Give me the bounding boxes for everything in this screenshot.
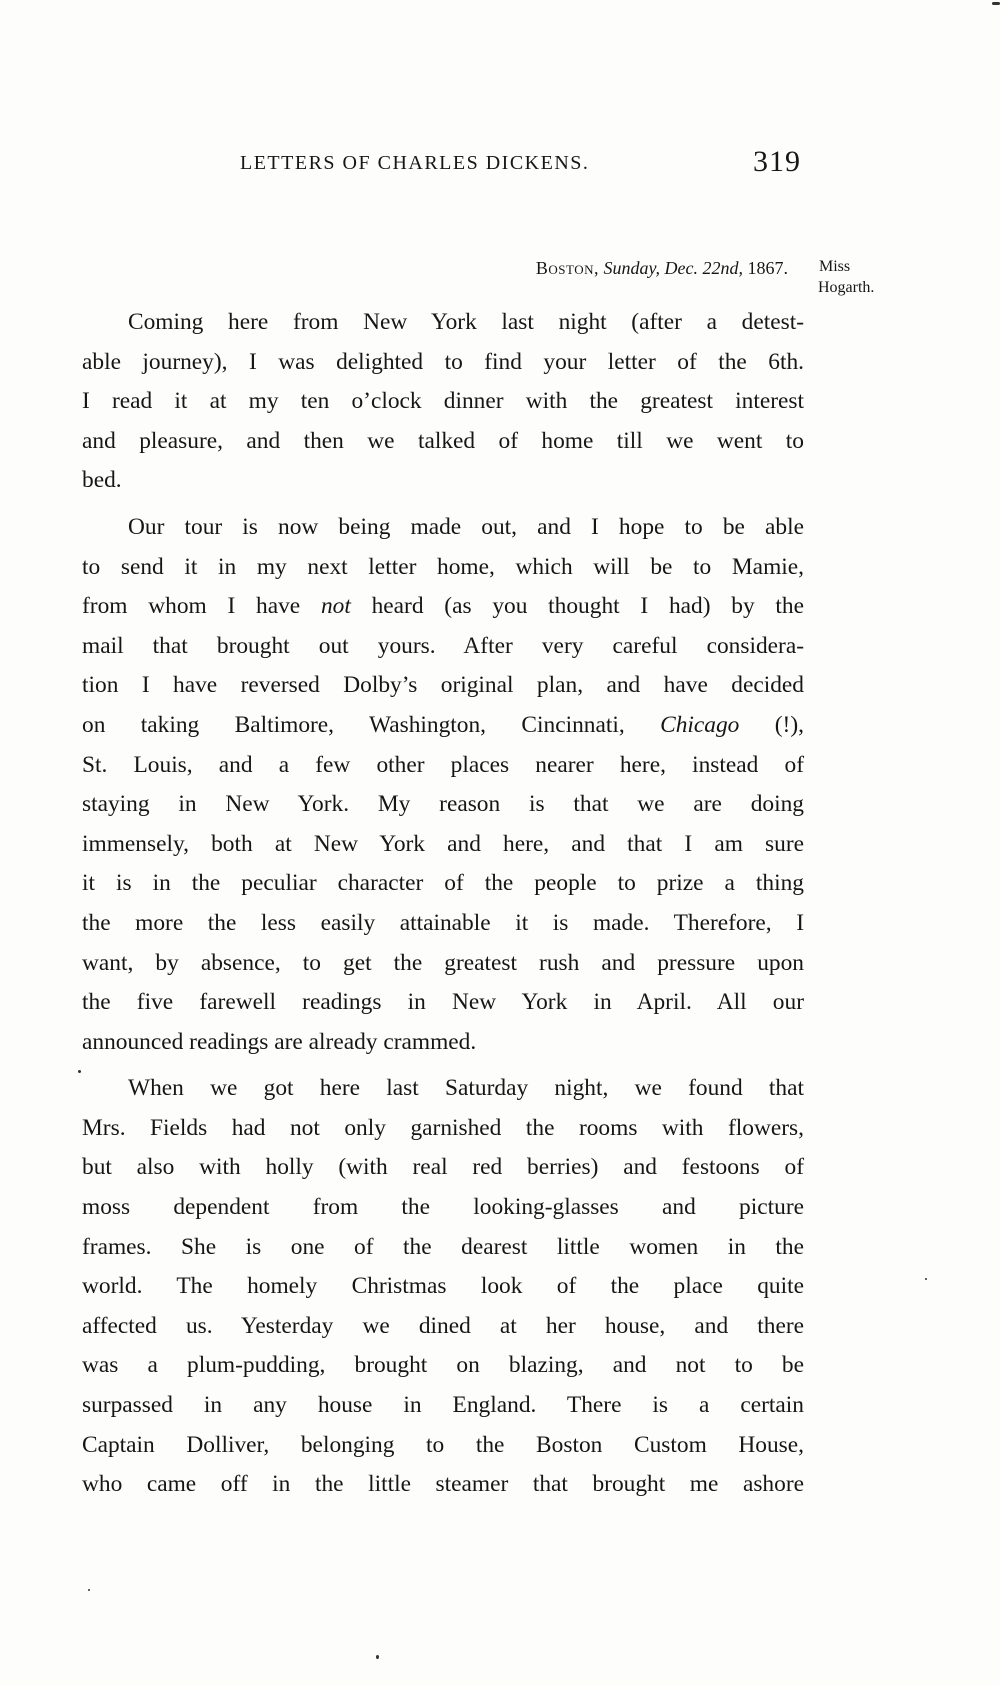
- text-line: staying in New York. My reason is that we are doing: [82, 791, 804, 818]
- text-line: to send it in my next letter home, which will be to Mamie,: [82, 553, 804, 580]
- letter-dateline: [536, 258, 788, 279]
- text-line: immensely, both at New York and here, and that I am sure: [82, 830, 804, 857]
- text-line: When we got here last Saturday night, we found that: [128, 1075, 804, 1102]
- scan-speck: [88, 1589, 90, 1591]
- letter-body: [82, 303, 804, 1505]
- text-line: Captain Dolliver, belonging to the Boston Custom House,: [82, 1431, 804, 1458]
- text-line: frames. She is one of the dearest little women in the: [82, 1233, 804, 1260]
- paragraph: [82, 303, 804, 501]
- dateline-year: 1867.: [747, 258, 788, 278]
- text-line: surpassed in any house in England. There is a certain: [82, 1392, 804, 1419]
- emphasis-chicago: Chicago: [660, 711, 740, 738]
- text-line: tion I have reversed Dolby’s original plan, and have decided: [82, 672, 804, 699]
- text-line: moss dependent from the looking-glasses and picture: [82, 1194, 804, 1221]
- scan-speck: [376, 1655, 379, 1659]
- paragraph: [82, 508, 804, 1062]
- scan-speck: [992, 2, 1000, 5]
- text-line: St. Louis, and a few other places nearer here, instead of: [82, 751, 804, 778]
- scan-speck: [78, 1070, 81, 1073]
- text-line: who came off in the little steamer that brought me ashore: [82, 1471, 804, 1498]
- text-line: want, by absence, to get the greatest rush and pressure upon: [82, 949, 804, 976]
- text-line: but also with holly (with real red berries) and festoons of: [82, 1154, 804, 1181]
- text-line: was a plum-pudding, brought on blazing, and not to be: [82, 1352, 804, 1379]
- text-line: Coming here from New York last night (after a detest-: [128, 309, 804, 335]
- recipient-note-line: Hogarth.: [818, 279, 875, 296]
- text-line: affected us. Yesterday we dined at her house, and there: [82, 1312, 804, 1339]
- text-line: I read it at my ten o’clock dinner with the greatest interest: [82, 388, 804, 415]
- text-line: mail that brought out yours. After very careful considera-: [82, 632, 804, 659]
- text-line: bed.: [82, 467, 122, 494]
- text-line: from whom I have not heard (as you thought I had) by the: [82, 593, 804, 620]
- text-line: the five farewell readings in New York in April. All our: [82, 989, 804, 1016]
- text-line: and pleasure, and then we talked of home till we went to: [82, 427, 804, 454]
- text-line: the more the less easily attainable it is made. Therefore, I: [82, 909, 804, 936]
- text-line: able journey), I was delighted to find your letter of the 6th.: [82, 348, 804, 375]
- text-line: world. The homely Christmas look of the place quite: [82, 1273, 804, 1300]
- text-line: it is in the peculiar character of the people to prize a thing: [82, 870, 804, 897]
- page-number: 319: [753, 145, 801, 178]
- text-line: announced readings are already crammed.: [82, 1028, 477, 1055]
- text-line: Mrs. Fields had not only garnished the rooms with flowers,: [82, 1114, 804, 1141]
- paragraph: [82, 1069, 804, 1505]
- recipient-note-line: Miss: [819, 258, 851, 275]
- running-title: LETTERS OF CHARLES DICKENS.: [240, 152, 590, 174]
- emphasis-not: not: [320, 593, 351, 620]
- dateline-place: Boston,: [535, 258, 600, 278]
- text-line: Our tour is now being made out, and I hope to be able: [128, 513, 804, 540]
- scan-speck: [925, 1278, 927, 1280]
- dateline-day: Sunday, Dec. 22nd,: [603, 258, 743, 278]
- recipient-marginal-note: [818, 256, 938, 298]
- text-line: on taking Baltimore, Washington, Cincinnati, Chicago (!),: [82, 711, 804, 738]
